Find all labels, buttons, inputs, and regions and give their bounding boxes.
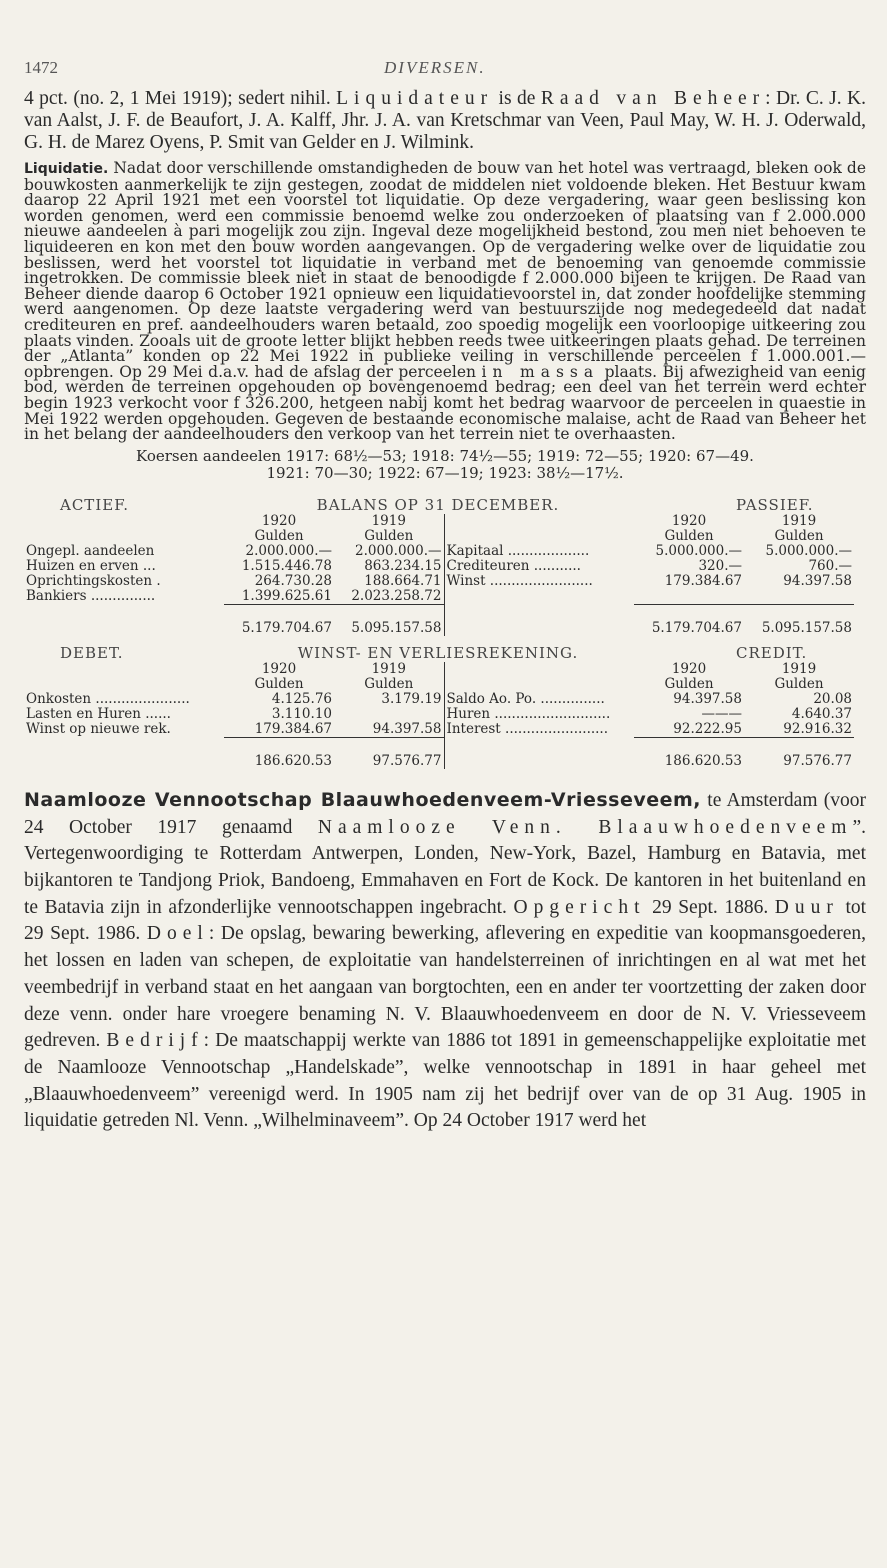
row-label: Huizen en erven ... — [26, 557, 156, 574]
row-label: Crediteuren ........... — [444, 559, 634, 574]
total-value: 97.576.77 — [783, 752, 852, 769]
unit-header: Gulden — [254, 675, 304, 692]
unit-header: Gulden — [774, 527, 824, 544]
year-header: 1920 — [671, 512, 707, 529]
liquidatie-text-2: plaats. Bij afwezigheid van eenig bod, werden de terreinen opgehouden op bovengenoemd bedrag; een deel van het terrein werd echter begin 1923 verkocht voor f 326.200, hetgeen nabij komt het bedrag waarvoor de perceelen in quaestie in Mei 1922 werden opgehouden. Gegeven de bestaande economische malaise, acht de Raad van Beheer het in het belang der aandeelhouders den verkoop van het terrein niet te overhaasten. — [24, 362, 866, 444]
year-header: 1919 — [371, 512, 406, 529]
cell-value: 863.234.15 — [364, 557, 442, 574]
page-header — [24, 58, 866, 88]
total-value: 5.095.157.58 — [351, 619, 442, 636]
total-value: 186.620.53 — [664, 752, 742, 769]
cell-value: 3.110.10 — [271, 705, 332, 722]
liquidatie-paragraph — [24, 161, 866, 443]
table-row — [24, 574, 854, 589]
balans-caption — [24, 496, 866, 514]
cell-value: 92.222.95 — [634, 722, 744, 738]
unit-header: Gulden — [364, 527, 414, 544]
cell-value: 1.515.446.78 — [241, 557, 332, 574]
former-name: Naamlooze Venn. Blaauwhoedenveem — [317, 816, 853, 838]
total-value: 5.179.704.67 — [241, 619, 332, 636]
label-in-massa: in massa — [481, 362, 600, 381]
winst-caption — [24, 644, 866, 662]
nv-text: tot 29 Sept. 1986. — [24, 896, 867, 945]
table-row — [24, 559, 854, 574]
balans-section — [24, 496, 866, 636]
passief-caption: PASSIEF. — [736, 495, 814, 514]
row-label: Lasten en Huren ...... — [26, 705, 171, 722]
cell-value: 94.397.58 — [334, 722, 444, 738]
cell-value: 3.179.19 — [381, 690, 442, 707]
total-value: 5.095.157.58 — [761, 619, 852, 636]
balans-title: BALANS OP 31 DECEMBER. — [316, 495, 560, 514]
cell-value: 2.023.258.72 — [334, 589, 444, 605]
nv-text: 29 Sept. 1886. — [652, 896, 769, 918]
nv-text: te Amsterdam (voor 24 October 1917 genaamd — [24, 789, 866, 838]
label-doel: Doel — [146, 923, 209, 945]
actief-caption: ACTIEF. — [60, 495, 130, 514]
cell-value: 5.000.000.— — [655, 542, 742, 559]
nv-text: ”. Vertegenwoordiging te Rotterdam Antwerpen, Londen, New-York, Bazel, Hamburg en Batavia, met bijkantoren te Tandjong Priok, Bandoeng, Emmahaven en Fort de Kock. De kantoren in het buitenland en te Batavia zijn in afzonderlijke vennootschappen ingebracht. — [24, 816, 866, 918]
year-header: 1920 — [671, 660, 707, 677]
cell-value: 5.000.000.— — [765, 542, 852, 559]
row-label: Winst ........................ — [444, 574, 634, 589]
cell-value: 94.397.58 — [673, 690, 742, 707]
cell-value: 264.730.28 — [254, 572, 332, 589]
page — [24, 58, 866, 1135]
totals-row — [24, 737, 854, 769]
cell-value: 2.000.000.— — [245, 542, 332, 559]
row-label: Huren ........................... — [444, 707, 634, 722]
total-value: 186.620.53 — [254, 752, 332, 769]
label-opgericht: Opgericht — [513, 896, 646, 918]
intro-paragraph — [24, 88, 866, 154]
row-label: Kapitaal ................... — [444, 544, 634, 559]
cell-value: ——— — [701, 705, 742, 722]
year-header: 1920 — [261, 512, 297, 529]
cell-value: 1.399.625.61 — [224, 589, 334, 605]
row-label: Bankiers ............... — [26, 588, 156, 605]
year-header: 1920 — [261, 660, 297, 677]
nv-text: : De opslag, bewaring bewerking, aflevering en expeditie van koopmansgoederen, het lossen en laden van schepen, de exploitatie van handelsterreinen of inrichtingen en al wat met het veembedrijf in verband staat en het aangaan van borgtochten, een en ander ter voortzetting der zaken door deze venn. onder hare vroegere benaming N. V. Blaauwhoedenveem en door de N. V. Vriesseveem gedreven. — [24, 923, 867, 1052]
running-title: DIVERSEN. — [384, 58, 486, 77]
label-liquidatie: Liquidatie. — [24, 161, 109, 177]
label-bedrijf: Bedrijf — [106, 1030, 204, 1052]
total-value: 5.179.704.67 — [651, 619, 742, 636]
totals-row — [24, 604, 854, 636]
row-label: Interest ........................ — [444, 722, 634, 738]
intro-text: 4 pct. (no. 2, 1 Mei 1919); sedert nihil. — [24, 88, 331, 109]
cell-value: 4.640.37 — [791, 705, 852, 722]
winst-title: WINST- EN VERLIESREKENING. — [297, 643, 579, 662]
cell-value: 188.664.71 — [364, 572, 442, 589]
table-row — [24, 722, 854, 738]
cell-value: 760.— — [808, 557, 852, 574]
table-row — [24, 544, 854, 559]
cell-value: 92.916.32 — [744, 722, 854, 738]
winst-section — [24, 644, 866, 769]
row-label: Saldo Ao. Po. ............... — [444, 692, 634, 707]
intro-members: : Dr. C. J. K. van Aalst, J. F. de Beaufort, J. A. Kalff, Jhr. J. A. van Kretschmar van Veen, Paul May, W. H. J. Oderwald, G. H. de Marez Oyens, P. Smit van Gelder en J. Wilmink. — [24, 88, 866, 153]
koersen-line-2: 1921: 70—30; 1922: 67—19; 1923: 38½—17½. — [266, 464, 624, 483]
row-label: Oprichtingskosten . — [26, 572, 161, 589]
table-row — [24, 707, 854, 722]
row-label: Ongepl. aandeelen — [26, 542, 155, 559]
unit-header: Gulden — [364, 675, 414, 692]
label-raad-van-beheer: Raad van Beheer — [540, 88, 766, 109]
unit-header: Gulden — [774, 675, 824, 692]
cell-value: 320.— — [698, 557, 742, 574]
unit-header: Gulden — [254, 527, 304, 544]
credit-caption: CREDIT. — [736, 643, 808, 662]
company-heading: Naamlooze Vennootschap Blaauwhoedenveem-Vriesseveem, — [24, 788, 702, 811]
table-row — [24, 692, 854, 707]
label-liquidateur: Liquidateur — [336, 88, 494, 109]
cell-value: 20.08 — [813, 690, 852, 707]
koersen-line-1: Koersen aandeelen 1917: 68½—53; 1918: 74½—55; 1919: 72—55; 1920: 67—49. — [136, 446, 754, 465]
page-number: 1472 — [24, 58, 58, 77]
cell-value: 2.000.000.— — [355, 542, 442, 559]
nv-paragraph — [24, 787, 866, 1135]
year-header: 1919 — [781, 660, 817, 677]
table-row — [24, 589, 854, 605]
total-value: 97.576.77 — [372, 752, 442, 769]
year-header: 1919 — [781, 512, 817, 529]
row-label: Winst op nieuwe rek. — [26, 721, 171, 738]
winst-table — [24, 662, 854, 769]
unit-header: Gulden — [664, 527, 714, 544]
year-header: 1919 — [371, 660, 406, 677]
liquidatie-text: Nadat door verschillende omstandigheden de bouw van het hotel was vertraagd, bleken ook de bouwkosten aanmerkelijk te zijn gestegen, zoodat de middelen niet voldoende bleken. Het Bestuur kwam daarop 22 April 1921 met een voorstel tot liquidatie. Op deze vergadering, waar geen beslissing kon worden genomen, werd een commissie benoemd welke zou onderzoeken of plaatsing van f 2.000.000 nieuwe aandeelen à pari mogelijk zou zijn. Ingeval deze mogelijkheid bestond, zou men niet behoeven te liquideeren en kon met den bouw worden aangevangen. Op de vergadering welke over de liquidatie zou beslissen, werd het voorstel tot liquidatie in verband met de benoeming van genoemde commissie ingetrokken. De commissie bleek niet in staat de benoodigde f 2.000.000 bijeen te krijgen. De Raad van Beheer diende daarop 6 October 1921 opnieuw een liquidatievoorstel in, dat zonder hoofdelijke stemming werd aangenomen. Op deze laatste vergadering werd van bestuurszijde nog medegedeeld dat nadat crediteuren en pref. aandeelhouders waren betaald, zoo spoedig mogelijk een voorloopige uitkeering zou plaats vinden. Zooals uit de groote letter blijkt hebben reeds twee uitkeeringen plaats gehad. De terreinen der „Atlanta” konden op 22 Mei 1922 in publieke veiling in verschillende perceelen f 1.000.001.— opbrengen. Op 29 Mei d.a.v. had de afslag der perceelen — [24, 159, 867, 381]
cell-value — [334, 707, 444, 722]
debet-caption: DEBET. — [60, 643, 124, 662]
unit-header: Gulden — [664, 675, 714, 692]
cell-value: 179.384.67 — [224, 722, 334, 738]
nv-text: : De maatschappij werkte van 1886 tot 1891 in gemeenschappelijke exploitatie met de Naamlooze Vennootschap „Handelskade”, welke vennootschap in 1891 in haar geheel met „Blaauwhoedenveem” vereenigd werd. In 1905 nam zij het bedrijf over van de op 31 Aug. 1905 in liquidatie getreden Nl. Venn. „Wilhelminaveem”. Op 24 October 1917 werd het — [24, 1030, 867, 1132]
row-label: Onkosten ...................... — [26, 690, 190, 707]
cell-value: 179.384.67 — [664, 572, 742, 589]
intro-text-b: is de — [498, 88, 536, 109]
balans-table — [24, 514, 854, 636]
label-duur: Duur — [774, 896, 839, 918]
cell-value: 94.397.58 — [783, 572, 852, 589]
cell-value: 4.125.76 — [271, 690, 332, 707]
